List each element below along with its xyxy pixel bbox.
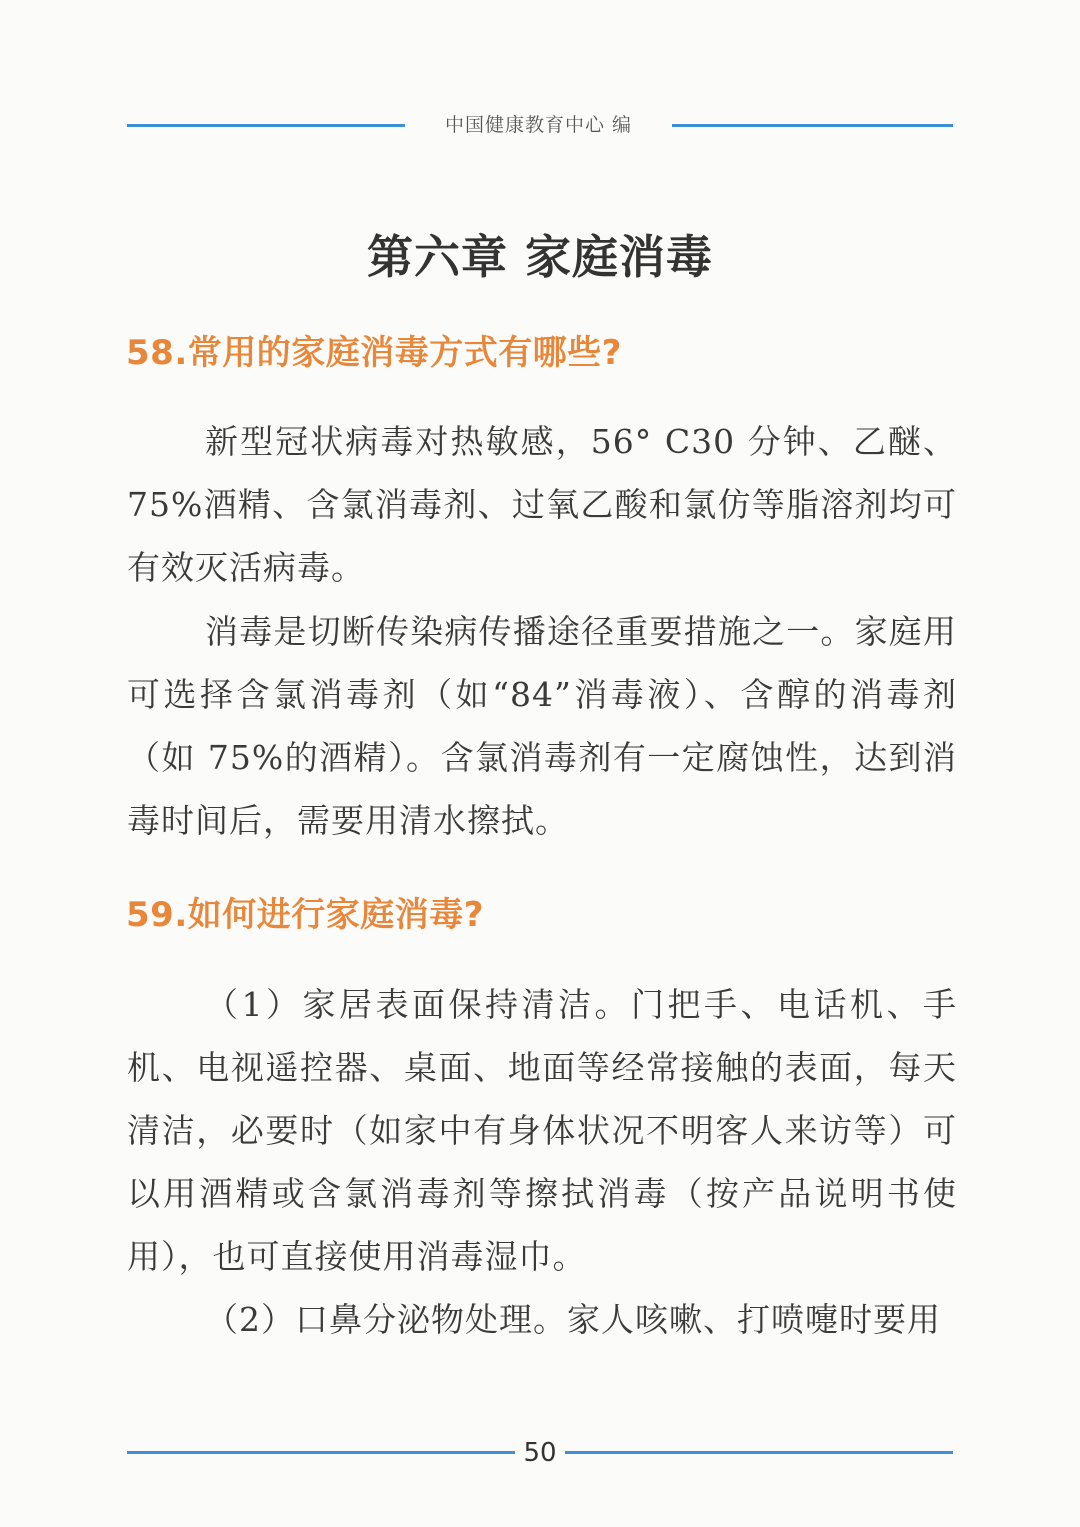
paragraph: （2）口鼻分泌物处理。家人咳嗽、打喷嚏时要用: [205, 1300, 941, 1339]
footer-rule-right: [565, 1451, 953, 1454]
page-number: 50: [523, 1438, 557, 1468]
footer-rule-left: [127, 1451, 515, 1454]
paragraph: 新型冠状病毒对热敏感，56° C30 分钟、乙醚、75%酒精、含氯消毒剂、过氧乙酸和氯仿等脂溶剂均可有效灭活病毒。: [127, 422, 957, 587]
paragraph: 消毒是切断传染病传播途径重要措施之一。家庭用可选择含氯消毒剂（如“84”消毒液）、含醇的消毒剂（如 75%的酒精）。含氯消毒剂有一定腐蚀性，达到消毒时间后，需要用清水擦拭。: [127, 612, 957, 840]
header-rule-right: [672, 124, 953, 127]
chapter-title: 第六章 家庭消毒: [366, 230, 713, 284]
paragraph: （1）家居表面保持清洁。门把手、电话机、手机、电视遥控器、桌面、地面等经常接触的表面，每天清洁，必要时（如家中有身体状况不明客人来访等）可以用酒精或含氯消毒剂等擦拭消毒（按产品说明书使用），也可直接使用消毒湿巾。: [127, 985, 957, 1276]
header-rule-left: [127, 124, 405, 127]
section-heading-59: 59.如何进行家庭消毒?: [126, 895, 484, 935]
section-heading-58: 58.常用的家庭消毒方式有哪些?: [126, 333, 622, 373]
header-publisher: 中国健康教育中心 编: [444, 114, 633, 136]
